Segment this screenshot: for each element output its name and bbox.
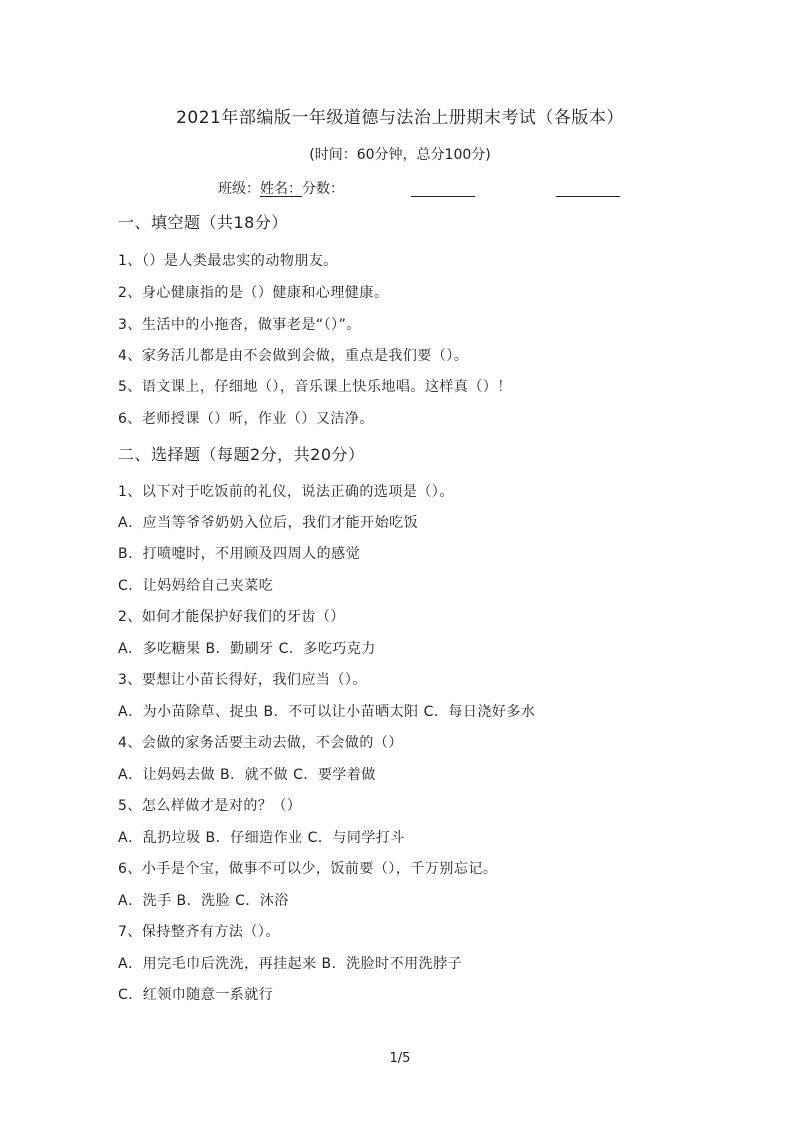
choice-question: 4、会做的家务活要主动去做，不会做的（） bbox=[118, 735, 403, 751]
choice-option: A．洗手 B．洗脸 C．沐浴 bbox=[118, 893, 289, 909]
choice-option: B．打喷嚏时，不用顾及四周人的感觉 bbox=[118, 546, 361, 562]
score-label: 分数： bbox=[302, 181, 344, 197]
choice-question: 6、小手是个宝，做事不可以少，饭前要（），千万别忘记。 bbox=[118, 861, 498, 877]
section-heading-multiple-choice: 二、选择题（每题2分，共20分） bbox=[118, 445, 365, 464]
fill-blank-question: 6、老师授课（）听，作业（）又洁净。 bbox=[118, 411, 374, 427]
student-info-row bbox=[218, 179, 344, 199]
name-label: 姓名： bbox=[260, 181, 302, 197]
choice-option: A．让妈妈去做 B．就不做 C．要学着做 bbox=[118, 767, 376, 783]
choice-option: C．让妈妈给自己夹菜吃 bbox=[118, 578, 274, 594]
score-blank-line[interactable] bbox=[556, 196, 620, 197]
choice-option: C．红领巾随意一系就行 bbox=[118, 987, 274, 1003]
exam-subtitle: (时间：60分钟，总分100分) bbox=[309, 147, 491, 163]
fill-blank-question: 3、生活中的小拖沓，做事老是“（）”。 bbox=[118, 317, 361, 333]
choice-option: A．多吃糖果 B．勤刷牙 C．多吃巧克力 bbox=[118, 641, 376, 657]
choice-question: 3、要想让小苗长得好，我们应当（）。 bbox=[118, 672, 367, 688]
fill-blank-question: 5、语文课上，仔细地（），音乐课上快乐地唱。这样真（）！ bbox=[118, 379, 512, 395]
choice-question: 1、以下对于吃饭前的礼仪，说法正确的选项是（）。 bbox=[118, 484, 454, 500]
choice-option: A．用完毛巾后洗洗，再挂起来 B．洗脸时不用洗脖子 bbox=[118, 956, 463, 972]
choice-option: A．应当等爷爷奶奶入位后，我们才能开始吃饭 bbox=[118, 515, 419, 531]
fill-blank-question: 2、身心健康指的是（）健康和心理健康。 bbox=[118, 285, 389, 301]
choice-option: A．乱扔垃圾 B．仔细造作业 C．与同学打斗 bbox=[118, 830, 405, 846]
choice-question: 5、怎么样做才是对的？（） bbox=[118, 798, 302, 814]
name-blank-line[interactable] bbox=[411, 196, 475, 197]
fill-blank-question: 4、家务活儿都是由不会做到会做，重点是我们要（）。 bbox=[118, 348, 469, 364]
section-heading-fill-blank: 一、填空题（共18分） bbox=[118, 213, 288, 232]
fill-blank-question: 1、（）是人类最忠实的动物朋友。 bbox=[118, 253, 338, 269]
exam-title: 2021年部编版一年级道德与法治上册期末考试（各版本） bbox=[176, 108, 624, 128]
choice-question: 2、如何才能保护好我们的牙齿（） bbox=[118, 609, 345, 625]
choice-option: A．为小苗除草、捉虫 B．不可以让小苗晒太阳 C．每日浇好多水 bbox=[118, 704, 536, 720]
page-number: 1/5 bbox=[389, 1051, 411, 1066]
class-label: 班级： bbox=[218, 181, 260, 197]
choice-question: 7、保持整齐有方法（）。 bbox=[118, 924, 280, 940]
